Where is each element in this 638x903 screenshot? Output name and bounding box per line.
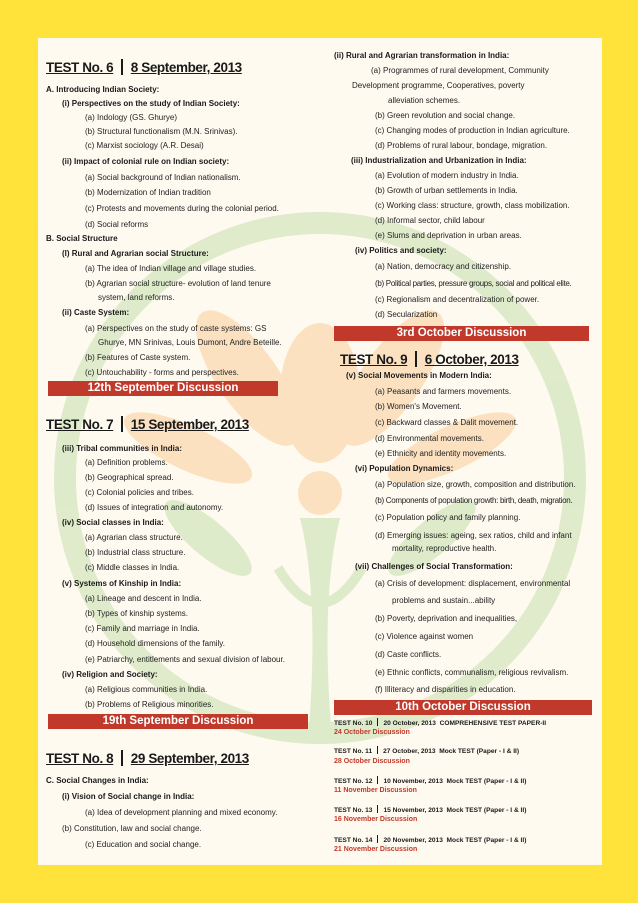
topic-heading: (vii) Challenges of Social Transformation: bbox=[355, 562, 513, 571]
topic-item: (d) Secularization bbox=[375, 310, 438, 319]
topic-item: (e) Ethnic conflicts, communalism, religious revivalism. bbox=[375, 668, 569, 677]
test-entry: TEST No. 10 20 October, 2013 COMPREHENSIVE TEST PAPER-II bbox=[334, 720, 547, 727]
topic-item: (b) Poverty, deprivation and inequalities, bbox=[375, 614, 518, 623]
topic-item: (c) Violence against women bbox=[375, 632, 474, 641]
topic-heading: (iii) Tribal communities in India: bbox=[62, 444, 183, 453]
test-6-header: TEST No. 6 8 September, 2013 bbox=[46, 60, 242, 75]
topic-item: (d) Issues of integration and autonomy. bbox=[85, 503, 224, 512]
topic-item: (b) Problems of Religious minorities. bbox=[85, 700, 214, 709]
topic-item: (b) Industrial class structure. bbox=[85, 548, 186, 557]
topic-heading: (iv) Politics and society: bbox=[355, 246, 447, 255]
section-b-title: B. Social Structure bbox=[46, 234, 118, 243]
discussion-banner: 12th September Discussion bbox=[48, 381, 278, 396]
discussion-banner: 10th October Discussion bbox=[334, 700, 592, 715]
topic-heading: (ii) Rural and Agrarian transformation in India: bbox=[334, 51, 510, 60]
topic-item: (a) Religious communities in India. bbox=[85, 685, 208, 694]
topic-item: (e) Slums and deprivation in urban areas. bbox=[375, 231, 522, 240]
discussion-date: 24 October Discussion bbox=[334, 729, 410, 736]
topic-item: (c) Colonial policies and tribes. bbox=[85, 488, 194, 497]
test-entry: TEST No. 14 20 November, 2013 Mock TEST (Paper - I & II) bbox=[334, 837, 527, 844]
test-8-header: TEST No. 8 29 September, 2013 bbox=[46, 751, 249, 766]
topic-item: (c) Protests and movements during the colonial period. bbox=[85, 204, 279, 213]
topic-item: (e) Patriarchy, entitlements and sexual division of labour. bbox=[85, 655, 285, 664]
test-9-header: TEST No. 9 6 October, 2013 bbox=[340, 352, 519, 367]
topic-item: (e) Ethnicity and identity movements. bbox=[375, 449, 507, 458]
topic-item: (f) Illiteracy and disparities in education. bbox=[375, 685, 516, 694]
topic-item: (d) Emerging issues: ageing, sex ratios, child and infant bbox=[375, 531, 572, 540]
discussion-date: 11 November Discussion bbox=[334, 787, 417, 794]
topic-item: (a) Population size, growth, composition and distribution. bbox=[375, 480, 576, 489]
topic-item: (d) Household dimensions of the family. bbox=[85, 639, 225, 648]
topic-heading: (iv) Social classes in India: bbox=[62, 518, 164, 527]
topic-item: (a) Lineage and descent in India. bbox=[85, 594, 202, 603]
syllabus-page bbox=[38, 38, 602, 865]
topic-item: (d) Problems of rural labour, bondage, migration. bbox=[375, 141, 548, 150]
topic-item: alleviation schemes. bbox=[388, 96, 461, 105]
topic-item: (b) Political parties, pressure groups, social and political elite. bbox=[375, 279, 572, 288]
topic-item: (a) Crisis of development: displacement, environmental bbox=[375, 579, 571, 588]
section-a-title: A. Introducing Indian Society: bbox=[46, 85, 160, 94]
test-entry: TEST No. 13 15 November, 2013 Mock TEST (Paper - I & II) bbox=[334, 807, 527, 814]
discussion-date: 28 October Discussion bbox=[334, 758, 410, 765]
topic-item: (a) Nation, democracy and citizenship. bbox=[375, 262, 512, 271]
topic-item: (b) Structural functionalism (M.N. Srinivas). bbox=[85, 127, 238, 136]
topic-item: (d) Social reforms bbox=[85, 220, 149, 229]
topic-item: (b) Women's Movement. bbox=[375, 402, 462, 411]
topic-item: (c) Middle classes in India. bbox=[85, 563, 180, 572]
topic-item: (d) Informal sector, child labour bbox=[375, 216, 485, 225]
topic-item: (c) Education and social change. bbox=[85, 840, 202, 849]
topic-item: (a) Perspectives on the study of caste systems: GS bbox=[85, 324, 267, 333]
topic-heading: (i) Perspectives on the study of Indian Society: bbox=[62, 99, 240, 108]
topic-item: (b) Geographical spread. bbox=[85, 473, 174, 482]
test-entry: TEST No. 12 10 November, 2013 Mock TEST (Paper - I & II) bbox=[334, 778, 527, 785]
topic-item: (a) Evolution of modern industry in India. bbox=[375, 171, 519, 180]
topic-heading: (v) Systems of Kinship in India: bbox=[62, 579, 182, 588]
topic-item: (d) Caste conflicts. bbox=[375, 650, 442, 659]
topic-item: Ghurye, MN Srinivas, Louis Dumont, Andre Beteille. bbox=[98, 338, 282, 347]
topic-item: (c) Backward classes & Dalit movement. bbox=[375, 418, 519, 427]
topic-item: (b) Green revolution and social change. bbox=[375, 111, 516, 120]
topic-item: (b) Agrarian social structure- evolution of land tenure bbox=[85, 279, 271, 288]
topic-item: (c) Family and marriage in India. bbox=[85, 624, 200, 633]
topic-item: (a) Programmes of rural development, Community bbox=[371, 66, 549, 75]
test-7-header: TEST No. 7 15 September, 2013 bbox=[46, 417, 249, 432]
topic-item: (a) Definition problems. bbox=[85, 458, 168, 467]
topic-heading: (i) Vision of Social change in India: bbox=[62, 792, 195, 801]
topic-item: (a) Idea of development planning and mixed economy. bbox=[85, 808, 278, 817]
topic-heading: (vi) Population Dynamics: bbox=[355, 464, 454, 473]
discussion-banner: 19th September Discussion bbox=[48, 714, 308, 729]
topic-item: (a) Indology (GS. Ghurye) bbox=[85, 113, 178, 122]
topic-item: (a) Peasants and farmers movements. bbox=[375, 387, 512, 396]
topic-item: mortality, reproductive health. bbox=[392, 544, 497, 553]
topic-item: (b) Components of population growth: birth, death, migration. bbox=[375, 496, 573, 505]
topic-item: (c) Population policy and family planning. bbox=[375, 513, 521, 522]
topic-heading: (iii) Industrialization and Urbanization in India: bbox=[351, 156, 527, 165]
discussion-date: 21 November Discussion bbox=[334, 846, 418, 853]
topic-heading: (I) Rural and Agrarian social Structure: bbox=[62, 249, 209, 258]
topic-item: (c) Working class: structure, growth, class mobilization. bbox=[375, 201, 570, 210]
topic-item: (a) Social background of Indian nationalism. bbox=[85, 173, 241, 182]
section-c-title: C. Social Changes in India: bbox=[46, 776, 149, 785]
topic-item: Development programme, Cooperatives, poverty bbox=[352, 81, 525, 90]
topic-heading: (ii) Impact of colonial rule on Indian society: bbox=[62, 157, 230, 166]
topic-item: system, land reforms. bbox=[98, 293, 175, 302]
topic-item: (b) Growth of urban settlements in India. bbox=[375, 186, 518, 195]
topic-item: (b) Modernization of Indian tradition bbox=[85, 188, 211, 197]
topic-item: (c) Changing modes of production in Indian agriculture. bbox=[375, 126, 570, 135]
discussion-banner: 3rd October Discussion bbox=[334, 326, 589, 341]
test-entry: TEST No. 11 27 October, 2013 Mock TEST (Paper - I & II) bbox=[334, 748, 520, 755]
topic-item: (c) Marxist sociology (A.R. Desai) bbox=[85, 141, 204, 150]
topic-item: (b) Constitution, law and social change. bbox=[62, 824, 202, 833]
topic-item: (b) Types of kinship systems. bbox=[85, 609, 188, 618]
topic-heading: (v) Social Movements in Modern India: bbox=[346, 371, 492, 380]
topic-item: (d) Environmental movements. bbox=[375, 434, 484, 443]
topic-item: problems and sustain...ability bbox=[392, 596, 496, 605]
discussion-date: 16 November Discussion bbox=[334, 816, 418, 823]
topic-item: (a) Agrarian class structure. bbox=[85, 533, 183, 542]
topic-item: (c) Untouchability - forms and perspectives. bbox=[85, 368, 239, 377]
topic-item: (a) The idea of Indian village and village studies. bbox=[85, 264, 257, 273]
topic-heading: (iv) Religion and Society: bbox=[62, 670, 158, 679]
topic-item: (c) Regionalism and decentralization of power. bbox=[375, 295, 540, 304]
topic-heading: (ii) Caste System: bbox=[62, 308, 130, 317]
topic-item: (b) Features of Caste system. bbox=[85, 353, 191, 362]
